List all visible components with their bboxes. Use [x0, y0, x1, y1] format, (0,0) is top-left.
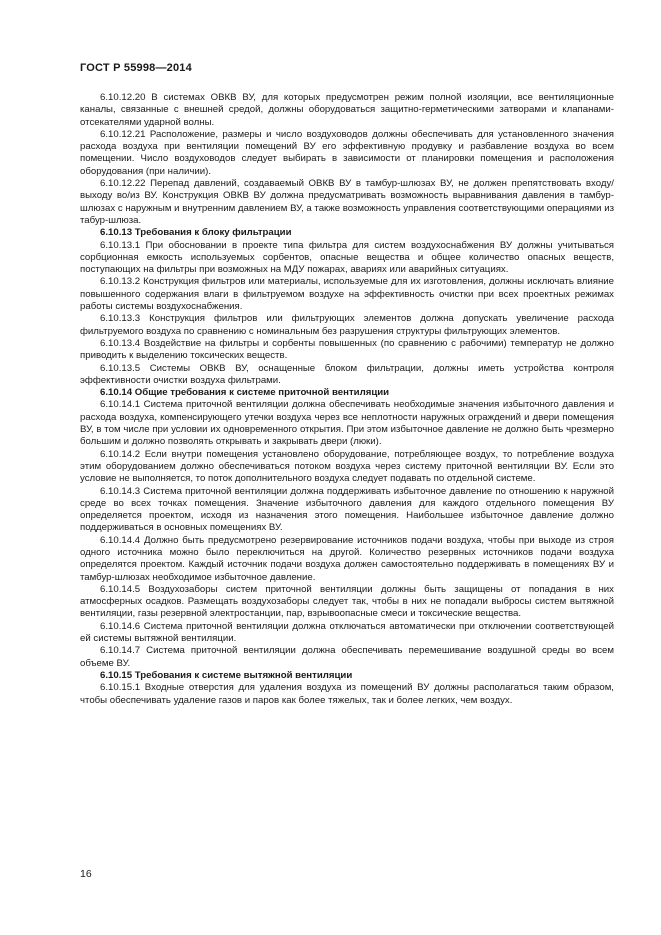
document-body — [80, 92, 614, 707]
paragraph-6-10-13-2: 6.10.13.2 Конструкция фильтров или материалы, используемые для их изготовления, должны исключать влияние повышенного содержания влаги в фильтруемом воздухе на эффективность очистки при всех проектных режимах работы системы воздухоснабжения. — [80, 276, 614, 313]
paragraph-6-10-12-20: 6.10.12.20 В системах ОВКВ ВУ, для которых предусмотрен режим полной изоляции, все вентиляционные каналы, связанные с внешней средой, должны оборудоваться защитно-герметическими затворами и клапанами-отсекателями ударной волны. — [80, 92, 614, 128]
paragraph-6-10-15-1: 6.10.15.1 Входные отверстия для удаления воздуха из помещений ВУ должны располагаться таким образом, чтобы обеспечивать удаление газов и паров как более тяжелых, так и более легких, чем воздух. — [80, 682, 614, 706]
section-heading-6-10-13: 6.10.13 Требования к блоку фильтрации — [100, 227, 292, 239]
section-heading-6-10-15: 6.10.15 Требования к системе вытяжной вентиляции — [100, 669, 353, 681]
paragraph-6-10-14-5: 6.10.14.5 Воздухозаборы систем приточной вентиляции должны быть защищены от попадания в них атмосферных осадков. Размещать воздухозаборы следует так, чтобы в них не попадали выбросы систем вытяжной вентиляции, газы резервной электростанции, пар, взрывоопасные смеси и токсические вещества. — [80, 583, 614, 620]
paragraph-6-10-12-21: 6.10.12.21 Расположение, размеры и число воздуховодов должны обеспечивать для установленного значения расхода воздуха при вентиляции помещений ВУ его эффективную продувку и разбавление воздуха во всем помещении. Число воздуховодов следует выбирать в зависимости от планировки помещения и расположения оборудования (при наличии). — [80, 128, 614, 177]
paragraph-6-10-13-3: 6.10.13.3 Конструкция фильтров или фильтрующих элементов должна допускать увеличение расхода фильтруемого воздуха по сравнению с номинальным без разрушения структуры фильтрующих элементов. — [80, 313, 614, 337]
paragraph-6-10-14-7: 6.10.14.7 Система приточной вентиляции должна обеспечивать перемешивание воздушной среды во всем объеме ВУ. — [80, 645, 614, 669]
paragraph-6-10-14-2: 6.10.14.2 Если внутри помещения установлено оборудование, потребляющее воздух, то потребление воздуха этим оборудованием должно обеспечиваться потоком воздуха через систему приточной вентиляции ВУ. Если это условие не выполняется, то поток дополнительного воздуха следует подавать по отдельной системе. — [80, 448, 614, 485]
document-code-header: ГОСТ Р 55998—2014 — [80, 62, 192, 74]
section-heading-6-10-14: 6.10.14 Общие требования к системе приточной вентиляции — [100, 387, 390, 399]
paragraph-6-10-14-4: 6.10.14.4 Должно быть предусмотрено резервирование источников подачи воздуха, чтобы при выходе из строя одного источника можно было переключиться на другой. Количество резервных источников подачи воздуха определятся проектом. Каждый источник подачи воздуха должен самостоятельно поддерживать в помещениях ВУ и тамбур-шлюзах необходимое избыточное давление. — [80, 534, 614, 583]
page-number: 16 — [80, 868, 92, 880]
paragraph-6-10-13-4: 6.10.13.4 Воздействие на фильтры и сорбенты повышенных (по сравнению с рабочими) температур не должно приводить к выделению токсических веществ. — [80, 337, 614, 362]
paragraph-6-10-14-1: 6.10.14.1 Система приточной вентиляции должна обеспечивать необходимые значения избыточного давления и расхода воздуха, компенсирующего утечки воздуха через все неплотности наружных ограждений и двери помещения ВУ, в том числе при условии их одновременного открытия. При этом избыточное давление не должно быть чрезмерно большим и должно позволять открывать и закрывать двери (люки). — [80, 399, 614, 448]
paragraph-6-10-13-5: 6.10.13.5 Системы ОВКВ ВУ, оснащенные блоком фильтрации, должны иметь устройства контроля эффективности очистки воздуха фильтрами. — [80, 362, 614, 386]
paragraph-6-10-14-3: 6.10.14.3 Система приточной вентиляции должна поддерживать избыточное давление по отношению к наружной среде во всех точках помещения. Значение избыточного давления для каждого отдельного помещения ВУ определяется проектом, исходя из назначения этого помещения. Наибольшее избыточное давление должно поддерживаться в основных помещениях ВУ. — [80, 485, 614, 534]
paragraph-6-10-14-6: 6.10.14.6 Система приточной вентиляции должна отключаться автоматически при отключении соответствующей ей системы вытяжной вентиляции. — [80, 620, 614, 645]
paragraph-6-10-13-1: 6.10.13.1 При обосновании в проекте типа фильтра для систем воздухоснабжения ВУ должны учитываться сорбционная емкость используемых сорбентов, опасные вещества и общее количество опасных веществ, поступающих на фильтры при возможных на МДУ пожарах, авариях или аварийных ситуациях. — [80, 239, 614, 276]
paragraph-6-10-12-22: 6.10.12.22 Перепад давлений, создаваемый ОВКВ ВУ в тамбур-шлюзах ВУ, не должен препятствовать входу/выходу во/из ВУ. Конструкция ОВКВ ВУ должна предусматривать возможность выравнивания давления в тамбур-шлюзах с наружным и внутренним давлением ВУ, а также возможность управления соответствующими операциями из табур-шлюза. — [80, 178, 614, 226]
